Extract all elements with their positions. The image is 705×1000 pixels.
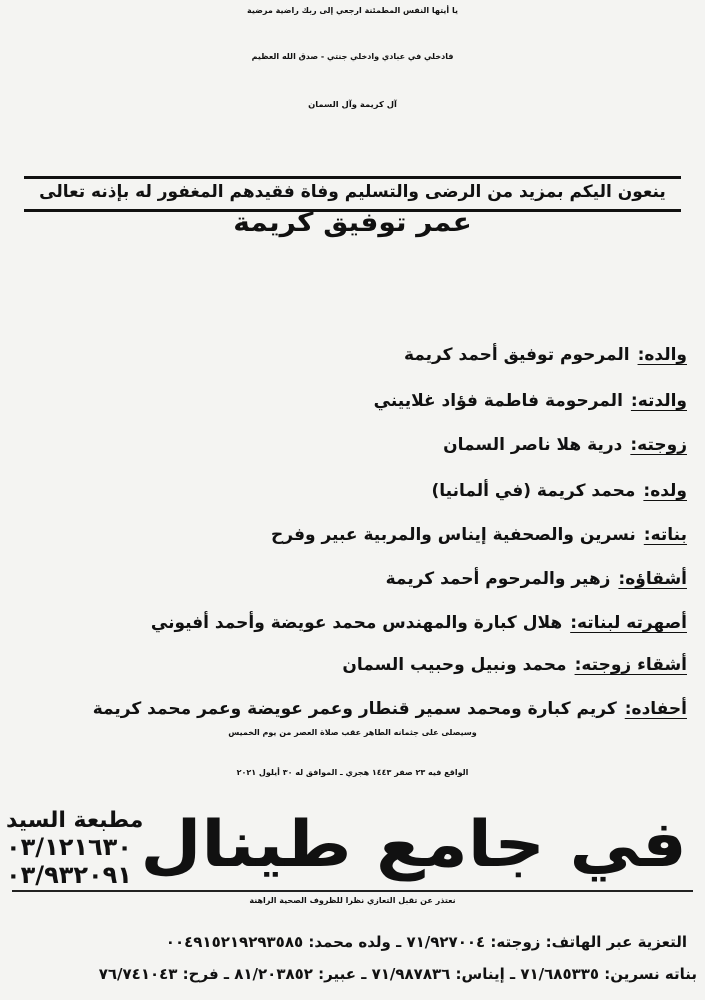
deceased-name: عمر توفيق كريمة xyxy=(233,208,472,238)
printer-name: مطبعة السيد xyxy=(6,808,144,833)
relative-row xyxy=(443,428,687,462)
relative-value: نسرين والصحفية إيناس والمربية عبير وفرح xyxy=(271,525,636,545)
relative-label: والده: xyxy=(637,345,687,365)
relative-label: أحفاده: xyxy=(624,699,687,719)
funeral-time-line-1: وسيصلى على جثمانه الطاهر عقب صلاة العصر من يوم الخميس xyxy=(228,728,477,737)
relative-value: محمد ونبيل وحبيب السمان xyxy=(342,655,567,675)
daughters-phones: بناته نسرين: ٧١/٦٨٥٣٣٥ ـ إيناس: ٧١/٩٨٧٨٣٦ ـ عبير: ٨١/٢٠٣٨٥٢ ـ فرح: ٧٦/٧٤١٠٤٣ xyxy=(98,965,697,983)
relative-value: زهير والمرحوم أحمد كريمة xyxy=(385,569,611,589)
relative-label: ولده: xyxy=(643,481,687,501)
relative-label: أصهرته لبناته: xyxy=(570,613,687,633)
relative-label: أشقاء زوجته: xyxy=(574,655,687,675)
divider xyxy=(12,890,693,892)
relative-value: كريم كبارة ومحمد سمير قنطار وعمر عويضة وعمر محمد كريمة xyxy=(92,699,617,719)
relative-value: محمد كريمة (في ألمانيا) xyxy=(431,481,636,501)
printer-phone: ٠٣/٩٣٢٠٩١ xyxy=(6,861,132,889)
condolence-apology: نعتذر عن تقبل التعازي نظرا للظروف الصحية الراهنة xyxy=(249,896,456,905)
condolence-phones: التعزية عبر الهاتف: زوجته: ٧١/٩٢٧٠٠٤ ـ ولده محمد: ٠٠٤٩١٥٢١٩٢٩٣٥٨٥ xyxy=(165,933,687,951)
quran-verse-line-1: يا أيتها النفس المطمئنة ارجعي إلى ربك راضية مرضية xyxy=(247,6,458,15)
printer-block xyxy=(6,808,156,889)
quran-verse-line-2: فادخلي في عبادي وادخلي جنتي - صدق الله العظيم xyxy=(251,52,454,61)
relative-row xyxy=(404,338,687,372)
relative-row xyxy=(151,606,687,640)
family-names-heading: آل كريمة وآل السمان xyxy=(308,100,397,109)
relative-label: والدته: xyxy=(630,391,687,411)
printer-phone: ٠٣/١٢١٦٣٠ xyxy=(6,833,132,861)
funeral-time-line-2: الواقع فيه ٢٣ صفر ١٤٤٣ هجري ـ الموافق له ٣٠ أيلول ٢٠٢١ xyxy=(236,768,469,777)
relative-label: زوجته: xyxy=(630,435,687,455)
mosque-name: في جامع طينال xyxy=(140,808,687,882)
relative-row xyxy=(342,648,687,682)
relative-label: أشقاؤه: xyxy=(618,569,687,589)
relative-value: المرحومة فاطمة فؤاد غلاييني xyxy=(373,391,623,411)
relative-value: هلال كبارة والمهندس محمد عويضة وأحمد أفيوني xyxy=(150,613,563,633)
relative-row xyxy=(93,692,687,726)
announcement-banner: ينعون اليكم بمزيد من الرضى والتسليم وفاة فقيدهم المغفور له بإذنه تعالى xyxy=(24,176,681,212)
relative-row xyxy=(432,474,687,508)
relative-row xyxy=(374,384,687,418)
relative-row xyxy=(386,562,687,596)
relative-value: درية هلا ناصر السمان xyxy=(443,435,623,455)
relative-value: المرحوم توفيق أحمد كريمة xyxy=(403,345,630,365)
relative-row xyxy=(271,518,687,552)
relative-label: بناته: xyxy=(643,525,687,545)
